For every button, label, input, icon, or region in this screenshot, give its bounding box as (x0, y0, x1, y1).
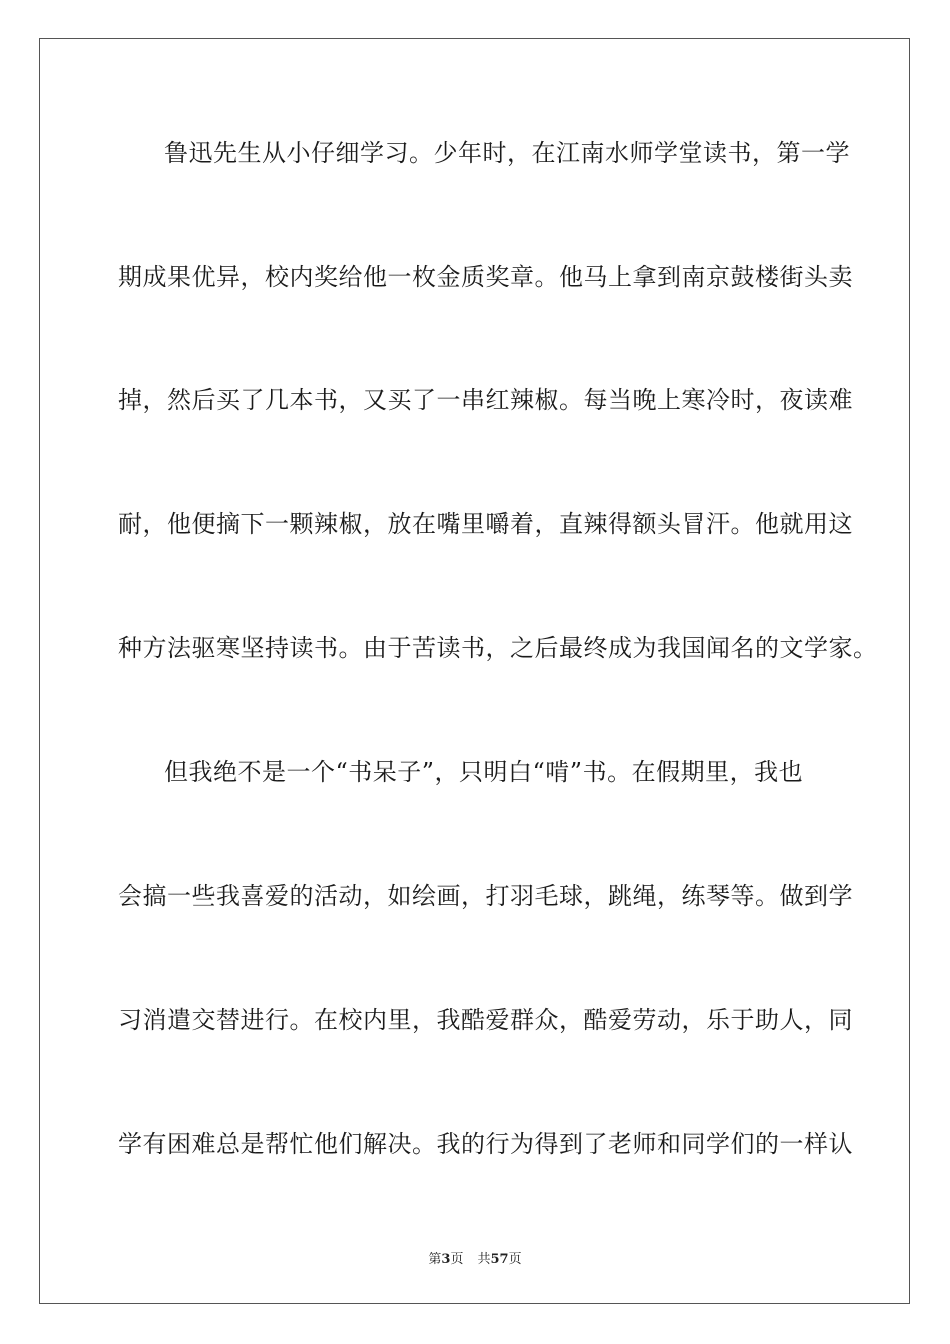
paragraph-1-line-5: 种方法驱寒坚持读书。由于苦读书，之后最终成为我国闻名的文学家。 (118, 634, 878, 662)
paragraph-1-line-4: 耐，他便摘下一颗辣椒，放在嘴里嚼着，直辣得额头冒汗。他就用这 (118, 510, 853, 538)
paragraph-1-line-2: 期成果优异，校内奖给他一枚金质奖章。他马上拿到南京鼓楼街头卖 (118, 263, 853, 291)
footer-total-suffix: 页 (508, 1252, 522, 1267)
paragraph-1-line-3: 掉，然后买了几本书，又买了一串红辣椒。每当晚上寒冷时，夜读难 (118, 386, 853, 414)
paragraph-2-line-4: 学有困难总是帮忙他们解决。我的行为得到了老师和同学们的一样认 (118, 1130, 853, 1158)
footer-total-pages: 57 (490, 1252, 509, 1267)
paragraph-2-line-2: 会搞一些我喜爱的活动，如绘画，打羽毛球，跳绳，练琴等。做到学 (118, 882, 853, 910)
footer-page-number: 3 (441, 1252, 451, 1267)
page-footer (0, 1248, 950, 1267)
paragraph-2-line-3: 习消遣交替进行。在校内里，我酷爱群众，酷爱劳动，乐于助人，同 (118, 1006, 853, 1034)
footer-page-suffix: 页 (450, 1252, 464, 1267)
footer-page-prefix: 第 (428, 1252, 442, 1267)
footer-total-prefix: 共 (477, 1252, 491, 1267)
page-border (39, 38, 910, 1304)
paragraph-2-line-1: 但我绝不是一个“书呆子”，只明白“啃”书。在假期里，我也 (164, 758, 804, 786)
paragraph-1-line-1: 鲁迅先生从小仔细学习。少年时，在江南水师学堂读书，第一学 (164, 139, 850, 167)
